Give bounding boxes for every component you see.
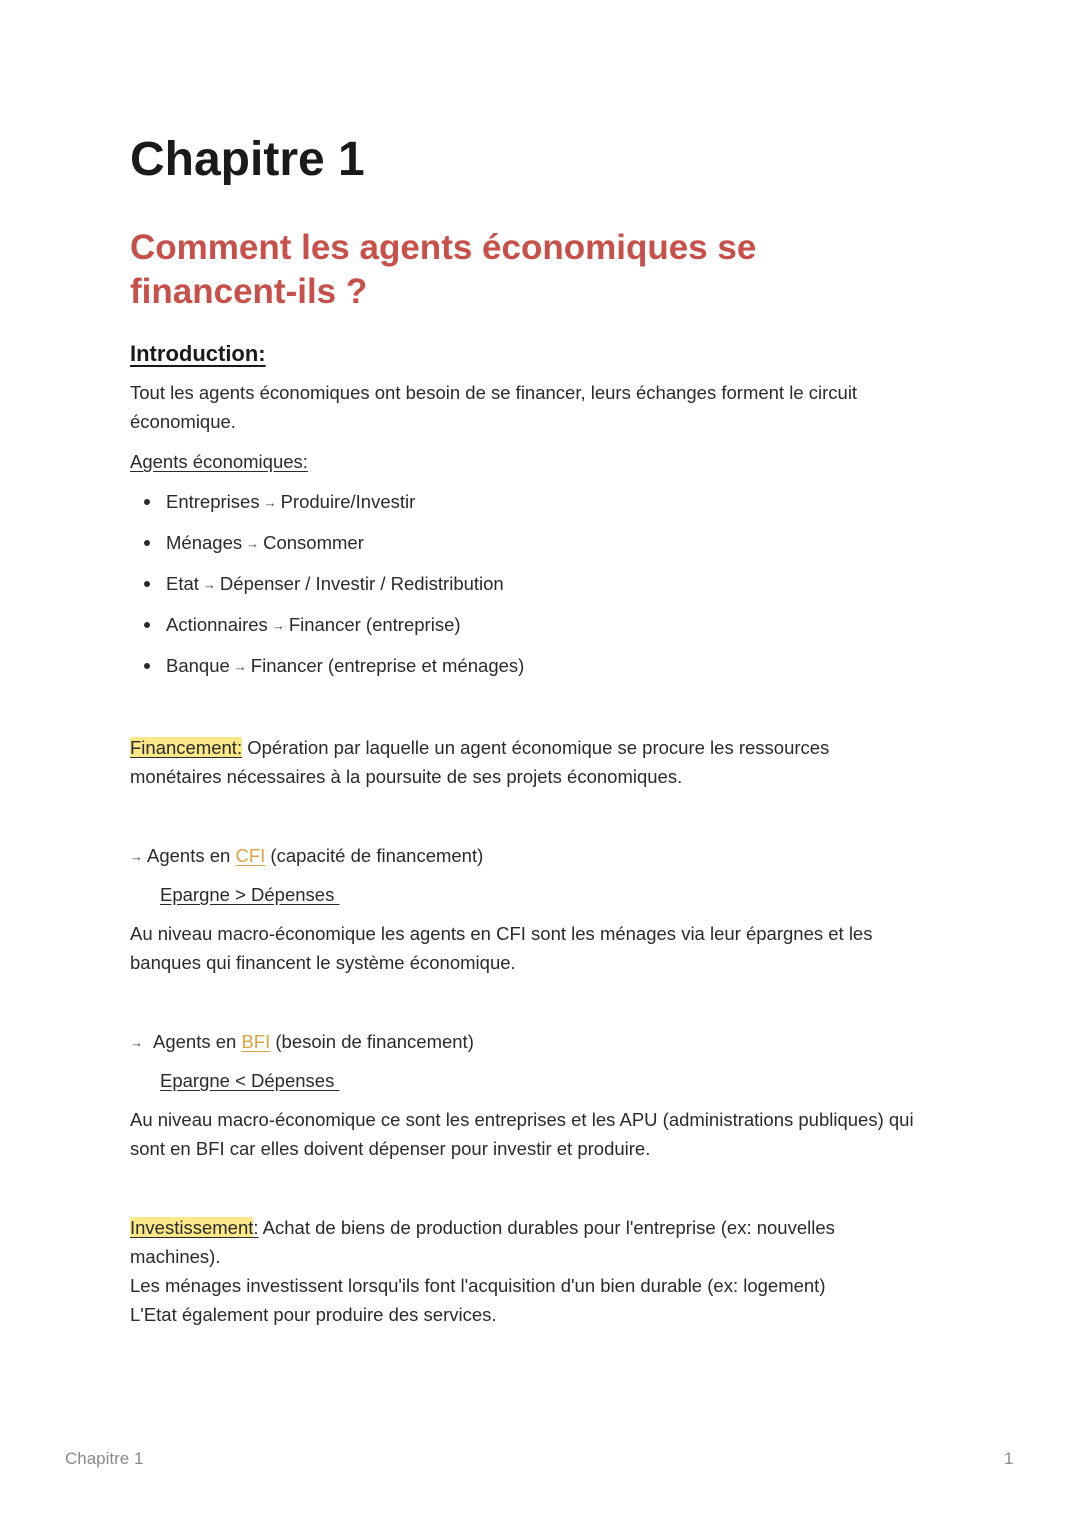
- cfi-prefix: Agents en: [147, 845, 236, 866]
- bullet-icon: [144, 499, 150, 505]
- bullet-icon: [144, 663, 150, 669]
- arrow-right-icon: →: [233, 659, 247, 674]
- cfi-formula: Epargne > Dépenses: [160, 884, 340, 905]
- cfi-heading: [130, 841, 483, 871]
- bfi-text: Au niveau macro-économique ce sont les entreprises et les APU (administrations publiques) qui sont en BFI car elles doivent dépenser pour investir et produire.: [130, 1109, 914, 1159]
- investissement-etat: L'Etat également pour produire des services.: [130, 1304, 497, 1325]
- agents-label: Agents économiques:: [130, 451, 308, 472]
- arrow-right-icon: →: [130, 849, 143, 864]
- bullet-icon: [144, 581, 150, 587]
- agent-role: Dépenser / Investir / Redistribution: [219, 573, 504, 594]
- arrow-right-icon: →: [263, 495, 277, 510]
- agent-name: Ménages: [166, 532, 243, 553]
- introduction-heading: Introduction:: [130, 341, 266, 366]
- investissement-menages: Les ménages investissent lorsqu'ils font l'acquisition d'un bien durable (ex: logement): [130, 1275, 826, 1296]
- footer-chapter-label: Chapitre 1: [65, 1449, 144, 1468]
- arrow-right-icon: →: [271, 618, 285, 633]
- agent-name: Banque: [166, 655, 230, 676]
- agent-name: Etat: [166, 573, 199, 594]
- agent-role: Financer (entreprise et ménages): [250, 655, 525, 676]
- page-title: Chapitre 1: [130, 133, 365, 186]
- bfi-prefix: Agents en: [153, 1031, 242, 1052]
- list-item: [130, 609, 524, 650]
- bfi-formula: Epargne < Dépenses: [160, 1070, 340, 1091]
- agent-role: Consommer: [263, 532, 364, 553]
- agent-role: Produire/Investir: [280, 491, 416, 512]
- bfi-suffix: (besoin de financement): [270, 1031, 474, 1052]
- bullet-icon: [144, 622, 150, 628]
- investissement-text: Achat de biens de production durables pour l'entreprise (ex: nouvelles machines).: [130, 1217, 835, 1267]
- investissement-colon: :: [253, 1217, 259, 1238]
- introduction-text: Tout les agents économiques ont besoin de se financer, leurs échanges forment le circuit économique.: [130, 382, 858, 432]
- financement-term: Financement:: [130, 737, 243, 758]
- arrow-right-icon: →: [202, 577, 216, 592]
- agents-list: [130, 486, 524, 691]
- cfi-text: Au niveau macro-économique les agents en CFI sont les ménages via leur épargnes et les banques qui financent le système économique.: [130, 923, 873, 973]
- cfi-suffix: (capacité de financement): [265, 845, 484, 866]
- bfi-link[interactable]: BFI: [241, 1031, 271, 1052]
- agent-name: Entreprises: [166, 491, 260, 512]
- agent-role: Financer (entreprise): [288, 614, 461, 635]
- chapter-subtitle: Comment les agents économiques se financent-ils ?: [130, 228, 757, 311]
- list-item: [130, 650, 524, 691]
- list-item: [130, 486, 524, 527]
- cfi-link[interactable]: CFI: [235, 845, 266, 866]
- list-item: [130, 568, 524, 609]
- bullet-icon: [144, 540, 150, 546]
- financement-definition: [130, 733, 910, 791]
- agent-name: Actionnaires: [166, 614, 268, 635]
- financement-text: Opération par laquelle un agent économique se procure les ressources monétaires nécessaires à la poursuite de ses projets économiques.: [130, 737, 830, 787]
- footer-page-number: 1: [1004, 1449, 1014, 1468]
- arrow-right-icon: →: [130, 1035, 143, 1050]
- investissement-definition: [130, 1213, 910, 1271]
- investissement-term: Investissement: [130, 1217, 254, 1238]
- bfi-heading: [130, 1027, 474, 1057]
- arrow-right-icon: →: [246, 536, 260, 551]
- list-item: [130, 527, 524, 568]
